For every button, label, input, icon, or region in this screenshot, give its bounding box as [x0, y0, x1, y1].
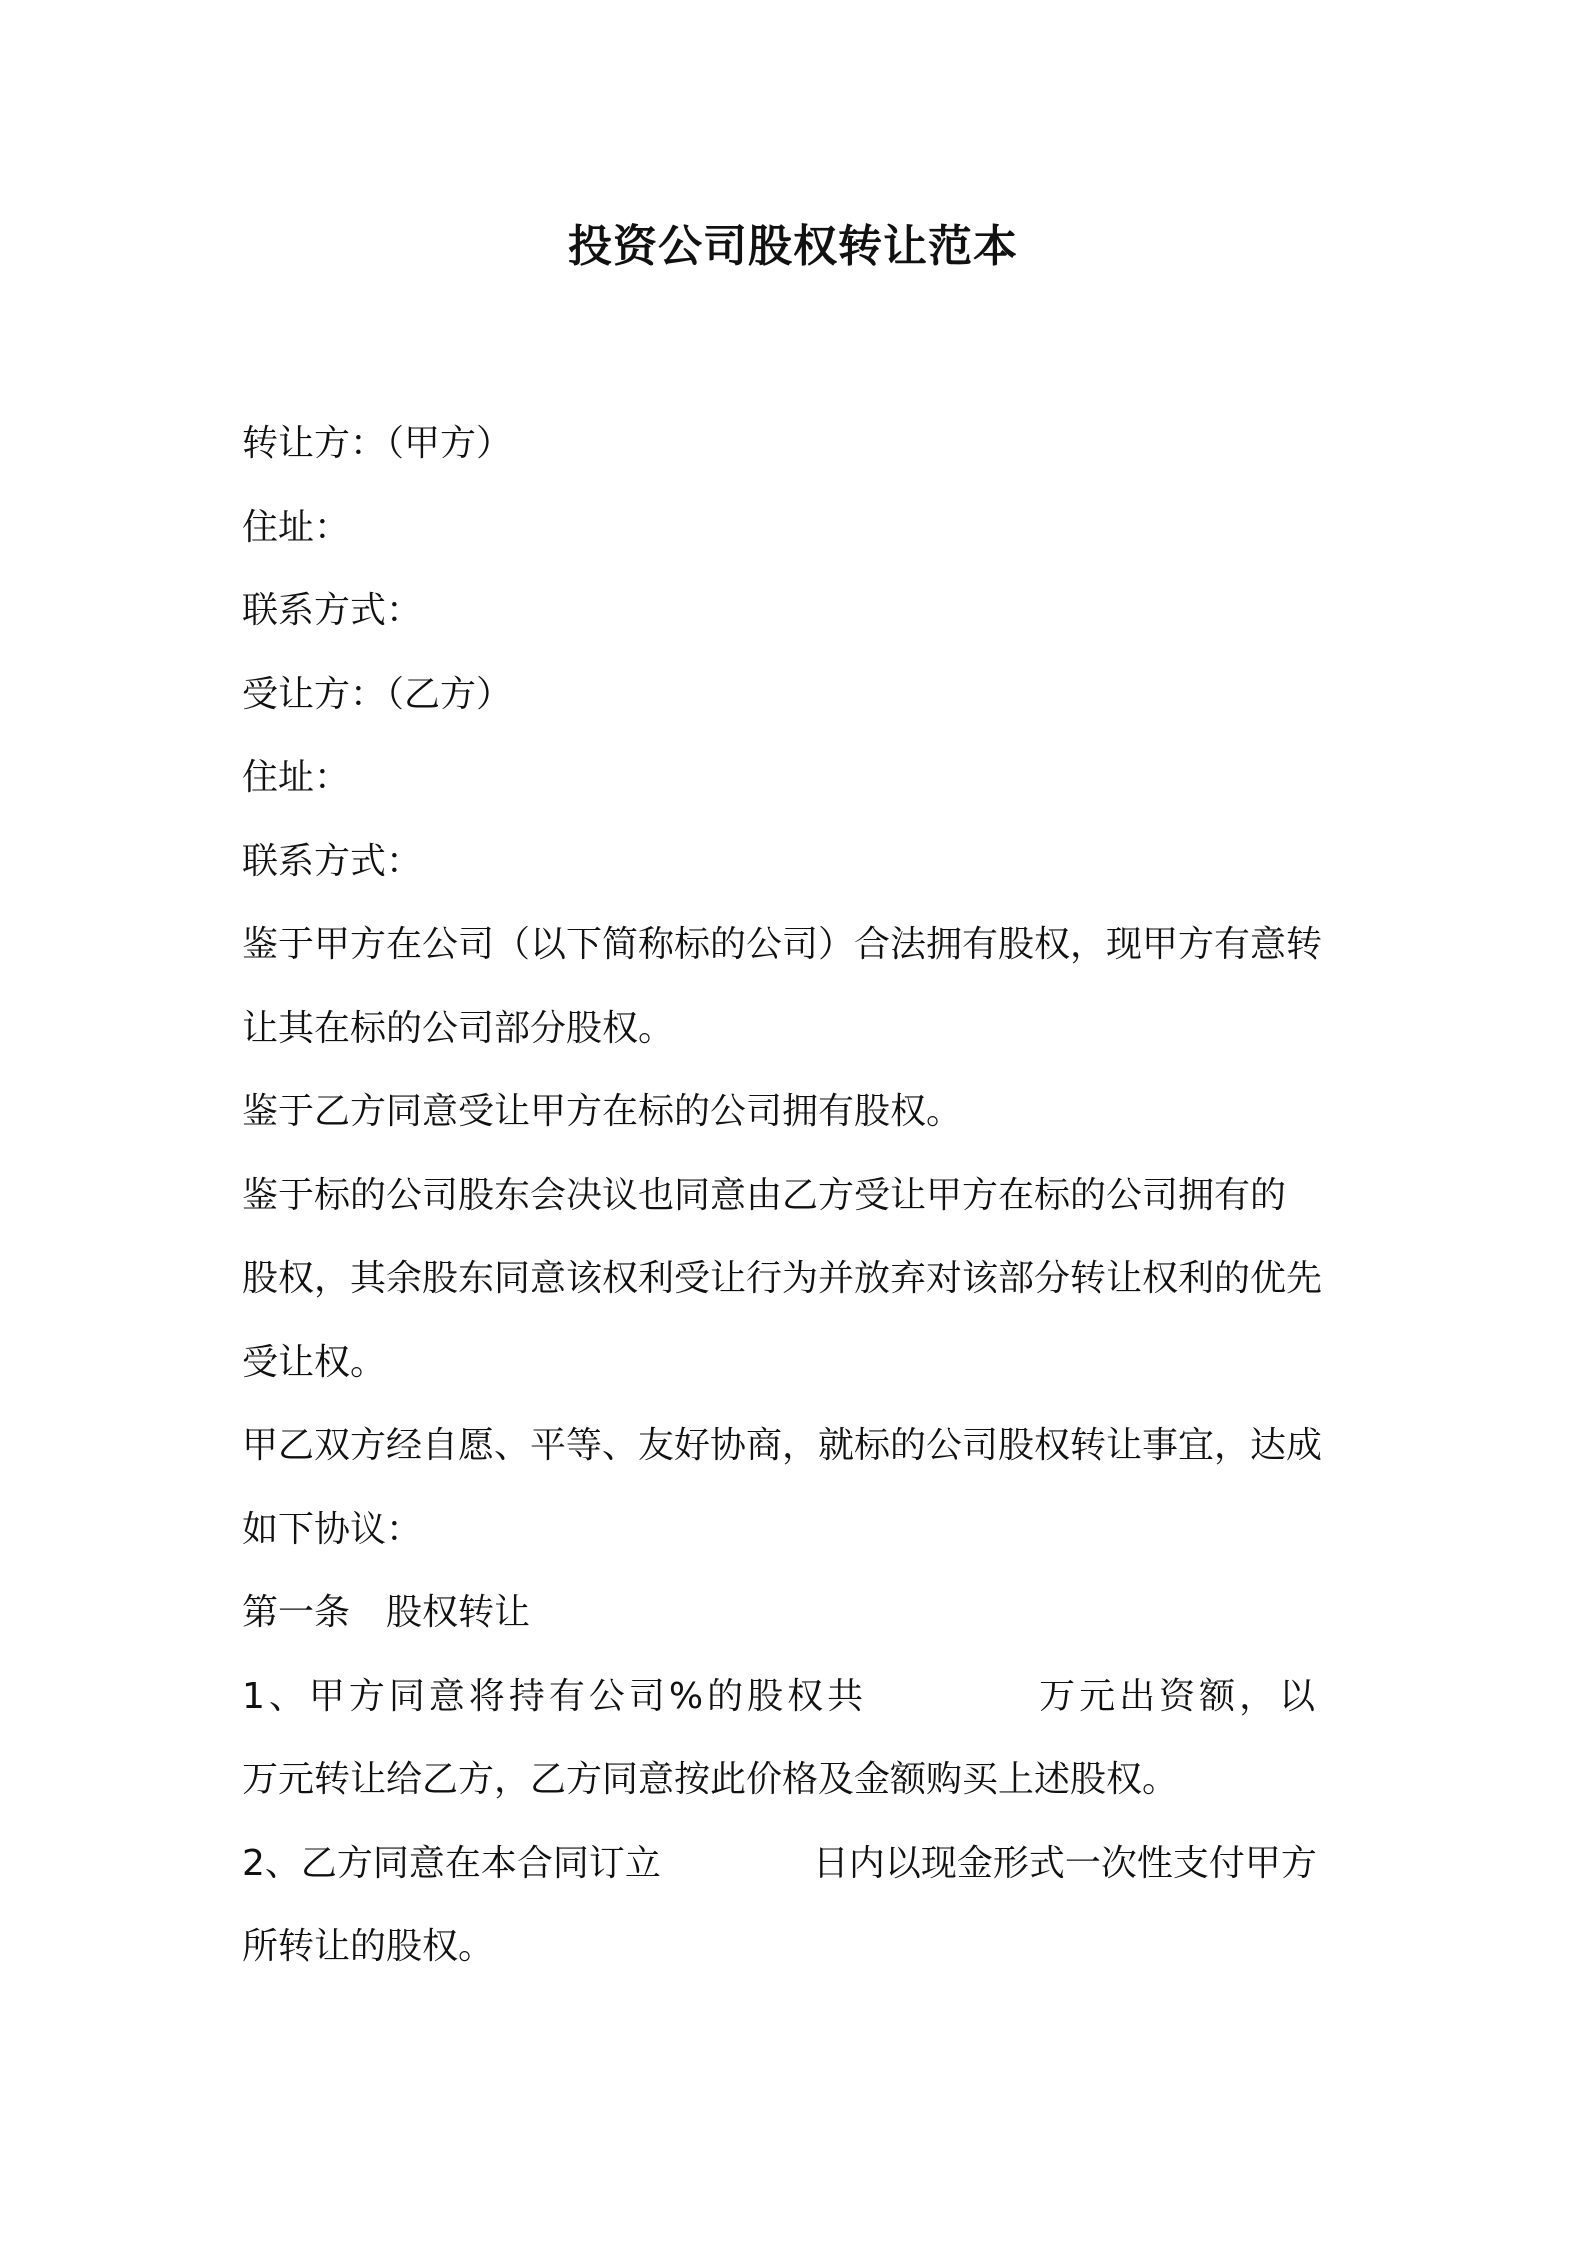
recital-4-line-2: 如下协议：	[242, 1508, 423, 1550]
recital-1-line-1: 鉴于甲方在公司（以下简称标的公司）合法拥有股权，现甲方有意转	[242, 924, 1323, 965]
item-1-text-start: 1、甲方同意将持有公司%的股权共	[242, 1675, 868, 1717]
transferee-label: 受让方：（乙方）	[242, 673, 513, 715]
article-1-item-2-line-2: 所转让的股权。	[242, 1926, 495, 1967]
article-1-item-1-line-2: 万元转让给乙方，乙方同意按此价格及金额购买上述股权。	[242, 1759, 1179, 1800]
article-1-item-2-line-1	[242, 1822, 1362, 1906]
recital-3-line-3: 受让权。	[242, 1341, 387, 1383]
transferor-address: 住址：	[242, 506, 351, 548]
item-1-text-end: 万元出资额，以	[1039, 1675, 1320, 1717]
recital-1-line-2: 让其在标的公司部分股权。	[242, 1007, 675, 1049]
article-1-title: 股权转让	[386, 1592, 531, 1633]
article-1-number: 第一条	[242, 1592, 351, 1633]
recital-3-line-2: 股权，其余股东同意该权利受让行为并放弃对该部分转让权利的优先	[242, 1258, 1323, 1299]
recital-2-line-1: 鉴于乙方同意受让甲方在标的公司拥有股权。	[242, 1091, 963, 1132]
item-2-text-start: 2、乙方同意在本合同订立	[242, 1842, 661, 1884]
transferee-address: 住址：	[242, 757, 351, 798]
article-1-item-1-line-1	[242, 1655, 1362, 1739]
recital-4-line-1: 甲乙双方经自愿、平等、友好协商，就标的公司股权转让事宜，达成	[242, 1425, 1323, 1466]
transferor-contact: 联系方式：	[242, 590, 423, 631]
document-title: 投资公司股权转让范本	[568, 221, 1018, 272]
recital-3-line-1: 鉴于标的公司股东会决议也同意由乙方受让甲方在标的公司拥有的	[242, 1174, 1287, 1216]
transferee-contact: 联系方式：	[242, 840, 423, 882]
document-body	[242, 402, 1362, 1989]
transferor-label: 转让方：（甲方）	[242, 423, 513, 464]
item-2-text-end: 日内以现金形式一次性支付甲方	[812, 1842, 1317, 1884]
article-1-heading	[242, 1571, 1362, 1655]
